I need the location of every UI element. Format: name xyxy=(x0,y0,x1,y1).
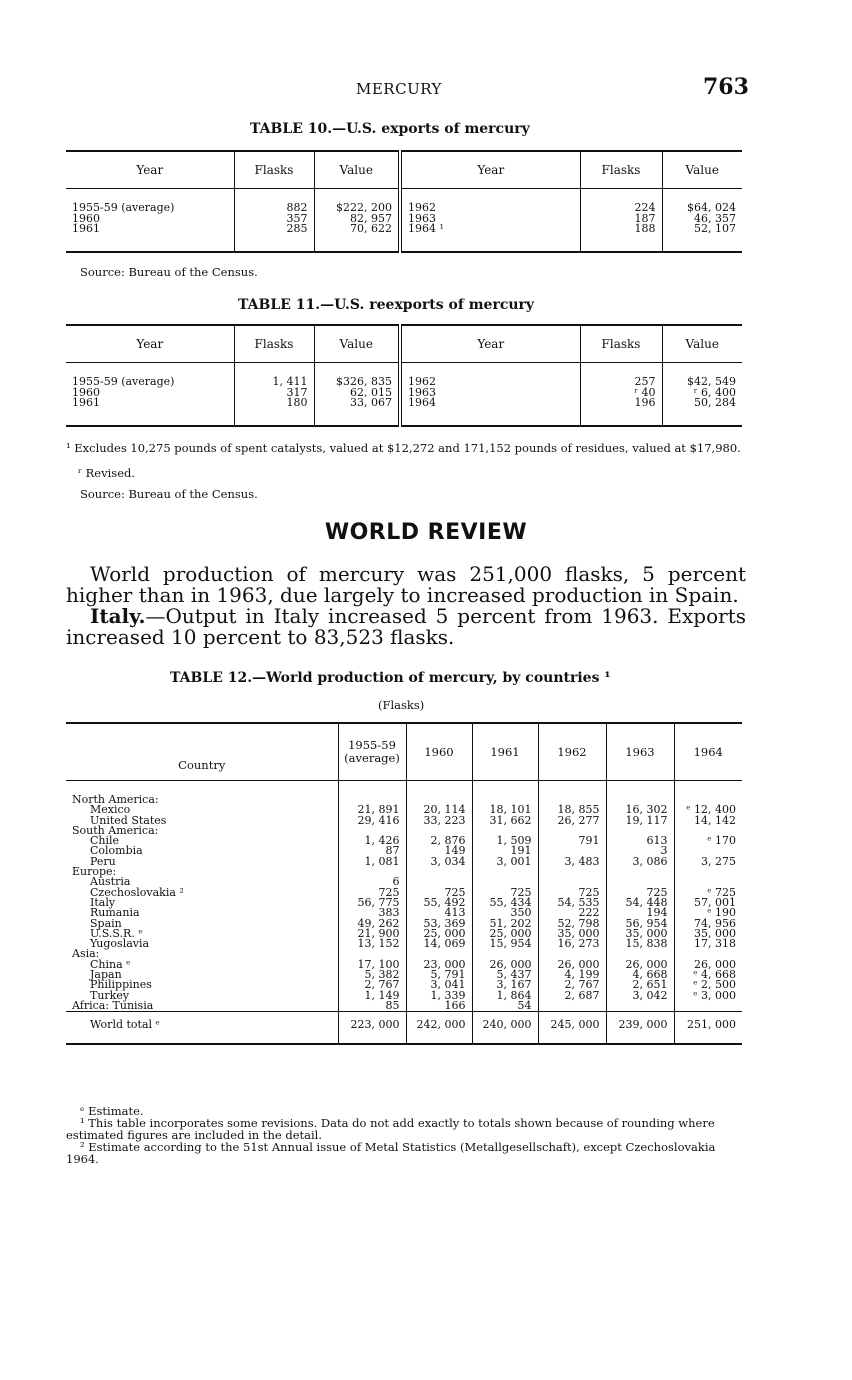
row-year: 1960 xyxy=(72,385,100,399)
row-flasks: 257 xyxy=(580,363,662,388)
group-spacer xyxy=(338,781,406,806)
row-country: Peru xyxy=(90,854,116,868)
table12-caption: TABLE 12.—World production of mercury, by countries ¹ xyxy=(170,670,611,686)
group-spacer xyxy=(606,867,674,877)
row-value: 56, 775 xyxy=(338,898,406,908)
world-review-paragraph-1: World production of mercury was 251,000 flasks, 5 percent higher than in 1963, due largely to increased production in Spain. xyxy=(66,562,746,607)
row-value: 82, 957 xyxy=(314,214,400,225)
table12-subcaption: (Flasks) xyxy=(378,698,425,712)
row-value: 6 xyxy=(338,877,406,887)
row-value: 191 xyxy=(472,846,538,856)
group-row xyxy=(66,781,742,806)
row-country: Spain xyxy=(90,916,122,930)
row-value: 4, 199 xyxy=(538,970,606,980)
table10 xyxy=(66,150,742,253)
row-value: 2, 767 xyxy=(338,980,406,990)
t11-header-value-2: Value xyxy=(662,325,742,363)
row-value: 21, 891 xyxy=(338,805,406,815)
row-value: 1, 081 xyxy=(338,857,406,867)
row-value: 3, 086 xyxy=(606,857,674,867)
row-country: Chile xyxy=(90,834,120,848)
row-country: Philippines xyxy=(90,978,152,992)
table10-source: Source: Bureau of the Census. xyxy=(80,265,258,279)
group-row xyxy=(66,867,742,877)
row-value: 87 xyxy=(338,846,406,856)
row-value xyxy=(674,1001,742,1012)
row-value: ᵉ 725 xyxy=(674,888,742,898)
row-value: 55, 492 xyxy=(406,898,472,908)
row-year: 1961 xyxy=(72,222,100,235)
t10-header-flasks: Flasks xyxy=(234,151,314,189)
table-row xyxy=(66,363,742,388)
table-row xyxy=(66,898,742,908)
row-country: United States xyxy=(90,813,167,827)
row-country: Colombia xyxy=(90,844,143,858)
row-country: Yugoslavia xyxy=(90,937,150,951)
row-value: $64, 024 xyxy=(662,189,742,214)
t11-header-year-2: Year xyxy=(400,325,580,363)
row-value: 54, 535 xyxy=(538,898,606,908)
row-value: 70, 622 xyxy=(314,224,400,252)
row-value: 19, 117 xyxy=(606,816,674,826)
row-value: 17, 318 xyxy=(674,939,742,949)
world-review-paragraph-2 xyxy=(66,606,746,648)
row-flasks: 882 xyxy=(234,189,314,214)
row-value: 413 xyxy=(406,908,472,918)
row-year: 1964 ¹ xyxy=(400,224,580,252)
t11-header-year: Year xyxy=(66,325,234,363)
page-number: 763 xyxy=(703,74,749,100)
row-value: 14, 069 xyxy=(406,939,472,949)
row-value: 16, 273 xyxy=(538,939,606,949)
table12 xyxy=(66,722,742,1045)
row-country: Austria xyxy=(90,875,131,889)
row-value: 5, 437 xyxy=(472,970,538,980)
row-value: 2, 767 xyxy=(538,980,606,990)
row-year: 1961 xyxy=(72,396,100,409)
t10-header-value-2: Value xyxy=(662,151,742,189)
t11-header-value: Value xyxy=(314,325,400,363)
row-value: ʳ 6, 400 xyxy=(662,388,742,399)
row-value: 25, 000 xyxy=(472,929,538,939)
table12-footnote-2: ² Estimate according to the 51st Annual issue of Metal Statistics (Metallgesellschaft), except Czechoslovakia 1964. xyxy=(66,1140,716,1166)
row-value: ᵉ 3, 000 xyxy=(674,991,742,1001)
row-country: U.S.S.R. ᵉ xyxy=(90,926,143,940)
row-flasks: 317 xyxy=(234,388,314,399)
group-spacer xyxy=(472,867,538,877)
row-value: ᵉ 190 xyxy=(674,908,742,918)
row-value: 725 xyxy=(406,888,472,898)
table-row xyxy=(66,857,742,867)
t12-header-average-line1: 1955-59 xyxy=(348,738,396,752)
total-value: 242, 000 xyxy=(406,1012,472,1044)
table-row xyxy=(66,991,742,1001)
t12-header-average-line2: (average) xyxy=(344,751,400,765)
row-year: 1955-59 (average) xyxy=(72,375,175,388)
row-value: 166 xyxy=(406,1001,472,1012)
row-value: 31, 662 xyxy=(472,816,538,826)
group-spacer xyxy=(472,781,538,806)
table11-source: Source: Bureau of the Census. xyxy=(80,487,258,501)
row-value: 57, 001 xyxy=(674,898,742,908)
row-value: 17, 100 xyxy=(338,960,406,970)
row-year: 1962 xyxy=(400,363,580,388)
running-head xyxy=(0,74,852,102)
row-value: 25, 000 xyxy=(406,929,472,939)
group-spacer xyxy=(674,781,742,806)
row-country: China ᵉ xyxy=(90,957,131,971)
row-flasks: 224 xyxy=(580,189,662,214)
row-value: 26, 277 xyxy=(538,816,606,826)
row-value: $326, 835 xyxy=(314,363,400,388)
row-value: 18, 101 xyxy=(472,805,538,815)
row-value: 1, 149 xyxy=(338,991,406,1001)
row-value: 3, 275 xyxy=(674,857,742,867)
row-value: 35, 000 xyxy=(538,929,606,939)
row-value xyxy=(606,1001,674,1012)
row-value: 54 xyxy=(472,1001,538,1012)
table-row xyxy=(66,939,742,949)
total-value: 251, 000 xyxy=(674,1012,742,1044)
t12-header-1960: 1960 xyxy=(406,723,472,781)
group-spacer xyxy=(538,781,606,806)
row-value: 55, 434 xyxy=(472,898,538,908)
row-value: 51, 202 xyxy=(472,919,538,929)
row-value: 3, 042 xyxy=(606,991,674,1001)
row-value: 1, 509 xyxy=(472,836,538,846)
table-row xyxy=(66,1001,742,1012)
row-country: Czechoslovakia ² xyxy=(90,885,184,899)
row-value: 13, 152 xyxy=(338,939,406,949)
table11-caption: TABLE 11.—U.S. reexports of mercury xyxy=(238,297,535,313)
group-name: North America: xyxy=(72,793,159,806)
t12-header-1961: 1961 xyxy=(472,723,538,781)
row-country: Mexico xyxy=(90,803,131,817)
row-value: $222, 200 xyxy=(314,189,400,214)
table11 xyxy=(66,324,742,427)
row-value: 29, 416 xyxy=(338,816,406,826)
t11-header-flasks-2: Flasks xyxy=(580,325,662,363)
row-flasks: 285 xyxy=(234,224,314,252)
t11-header-flasks: Flasks xyxy=(234,325,314,363)
row-value: 26, 000 xyxy=(674,960,742,970)
t12-header-average xyxy=(338,723,406,781)
row-value: $42, 549 xyxy=(662,363,742,388)
row-country: Africa: Tunisia xyxy=(72,998,154,1012)
row-value: 725 xyxy=(538,888,606,898)
row-value: 2, 651 xyxy=(606,980,674,990)
table-row xyxy=(66,836,742,846)
group-spacer xyxy=(406,781,472,806)
row-value: 26, 000 xyxy=(606,960,674,970)
row-value: 35, 000 xyxy=(606,929,674,939)
table11-footnote-1: ¹ Excludes 10,275 pounds of spent catalysts, valued at $12,272 and 171,152 pounds of residues, valued at $17,980. xyxy=(66,441,741,455)
t12-header-1962: 1962 xyxy=(538,723,606,781)
row-year: 1964 xyxy=(400,398,580,426)
row-value: 383 xyxy=(338,908,406,918)
row-value: 52, 798 xyxy=(538,919,606,929)
table-row xyxy=(66,398,742,426)
row-value: 33, 067 xyxy=(314,398,400,426)
total-value: 223, 000 xyxy=(338,1012,406,1044)
row-value: 85 xyxy=(338,1001,406,1012)
table12-footnote-estimate: ᵉ Estimate. xyxy=(80,1104,144,1118)
row-value: 5, 382 xyxy=(338,970,406,980)
total-value: 240, 000 xyxy=(472,1012,538,1044)
row-value xyxy=(538,1001,606,1012)
row-value: 1, 864 xyxy=(472,991,538,1001)
group-row xyxy=(66,826,742,836)
row-value: 3, 034 xyxy=(406,857,472,867)
row-value: 1, 426 xyxy=(338,836,406,846)
table12-footnote-1: ¹ This table incorporates some revisions. Data do not add exactly to totals shown because of rounding where estimated figures are included in the detail. xyxy=(66,1116,715,1142)
italy-text: —Output in Italy increased 5 percent from 1963. Exports increased 10 percent to 83,523 flasks. xyxy=(66,604,746,649)
row-value: 613 xyxy=(606,836,674,846)
row-value: ᵉ 4, 668 xyxy=(674,970,742,980)
row-value: 21, 900 xyxy=(338,929,406,939)
t12-header-country: Country xyxy=(66,723,338,781)
table11-footnote-revised: ʳ Revised. xyxy=(78,466,136,480)
running-title: MERCURY xyxy=(356,80,442,98)
table10-caption: TABLE 10.—U.S. exports of mercury xyxy=(250,121,530,137)
total-value: 239, 000 xyxy=(606,1012,674,1044)
row-flasks: ʳ 40 xyxy=(580,388,662,399)
total-label: World total ᵉ xyxy=(66,1012,338,1044)
row-value: 725 xyxy=(606,888,674,898)
table-row xyxy=(66,224,742,252)
row-value: 16, 302 xyxy=(606,805,674,815)
row-country: Rumania xyxy=(90,906,140,920)
table12-body xyxy=(66,781,742,1044)
row-value: 56, 954 xyxy=(606,919,674,929)
group-spacer xyxy=(674,867,742,877)
row-value: 222 xyxy=(538,908,606,918)
t12-header-1963: 1963 xyxy=(606,723,674,781)
row-year: 1960 xyxy=(72,211,100,225)
t10-header-value: Value xyxy=(314,151,400,189)
row-year: 1955-59 (average) xyxy=(72,201,175,214)
row-value: ᵉ 12, 400 xyxy=(674,805,742,815)
row-value: 53, 369 xyxy=(406,919,472,929)
group-name: South America: xyxy=(72,823,159,837)
row-value: 49, 262 xyxy=(338,919,406,929)
row-value: 791 xyxy=(538,836,606,846)
row-value: 1, 339 xyxy=(406,991,472,1001)
row-value: 2, 876 xyxy=(406,836,472,846)
row-country: Italy xyxy=(90,895,116,909)
row-value: ᵉ 170 xyxy=(674,836,742,846)
row-flasks: 196 xyxy=(580,398,662,426)
total-row xyxy=(66,1012,742,1044)
row-value: 74, 956 xyxy=(674,919,742,929)
row-value: 725 xyxy=(338,888,406,898)
t10-header-year-2: Year xyxy=(400,151,580,189)
row-value: 26, 000 xyxy=(472,960,538,970)
group-spacer xyxy=(606,781,674,806)
group-name: Asia: xyxy=(72,947,100,961)
row-country: Japan xyxy=(90,968,122,982)
row-year: 1962 xyxy=(400,189,580,214)
row-value: 15, 838 xyxy=(606,939,674,949)
row-value: 3, 001 xyxy=(472,857,538,867)
t10-header-flasks-2: Flasks xyxy=(580,151,662,189)
row-value: 4, 668 xyxy=(606,970,674,980)
row-value: 3, 483 xyxy=(538,857,606,867)
section-heading: WORLD REVIEW xyxy=(324,520,528,545)
row-year: 1963 xyxy=(400,388,580,399)
table-row xyxy=(66,189,742,214)
row-value: 20, 114 xyxy=(406,805,472,815)
row-value: 18, 855 xyxy=(538,805,606,815)
row-value: 62, 015 xyxy=(314,388,400,399)
row-value: 15, 954 xyxy=(472,939,538,949)
row-value: 149 xyxy=(406,846,472,856)
row-country: Turkey xyxy=(90,988,130,1002)
group-name: Europe: xyxy=(72,865,117,879)
row-value: 50, 284 xyxy=(662,398,742,426)
row-flasks: 357 xyxy=(234,214,314,225)
table-row xyxy=(66,816,742,826)
total-value: 245, 000 xyxy=(538,1012,606,1044)
row-flasks: 188 xyxy=(580,224,662,252)
row-year: 1963 xyxy=(400,214,580,225)
group-spacer xyxy=(406,867,472,877)
row-value: 5, 791 xyxy=(406,970,472,980)
group-spacer xyxy=(538,867,606,877)
row-value: 35, 000 xyxy=(674,929,742,939)
italy-lead: Italy. xyxy=(90,604,146,628)
row-value: 54, 448 xyxy=(606,898,674,908)
row-value: 52, 107 xyxy=(662,224,742,252)
row-value: 194 xyxy=(606,908,674,918)
row-value: 725 xyxy=(472,888,538,898)
row-flasks: 180 xyxy=(234,398,314,426)
row-flasks: 187 xyxy=(580,214,662,225)
row-value: 350 xyxy=(472,908,538,918)
row-value: 46, 357 xyxy=(662,214,742,225)
row-value: 23, 000 xyxy=(406,960,472,970)
row-value: 26, 000 xyxy=(538,960,606,970)
row-value: 3 xyxy=(606,846,674,856)
row-flasks: 1, 411 xyxy=(234,363,314,388)
row-value: ᵉ 2, 500 xyxy=(674,980,742,990)
t10-header-year: Year xyxy=(66,151,234,189)
t12-header-1964: 1964 xyxy=(674,723,742,781)
row-value: 2, 687 xyxy=(538,991,606,1001)
row-value: 3, 041 xyxy=(406,980,472,990)
row-value: 3, 167 xyxy=(472,980,538,990)
row-value: 14, 142 xyxy=(674,816,742,826)
row-value: 33, 223 xyxy=(406,816,472,826)
